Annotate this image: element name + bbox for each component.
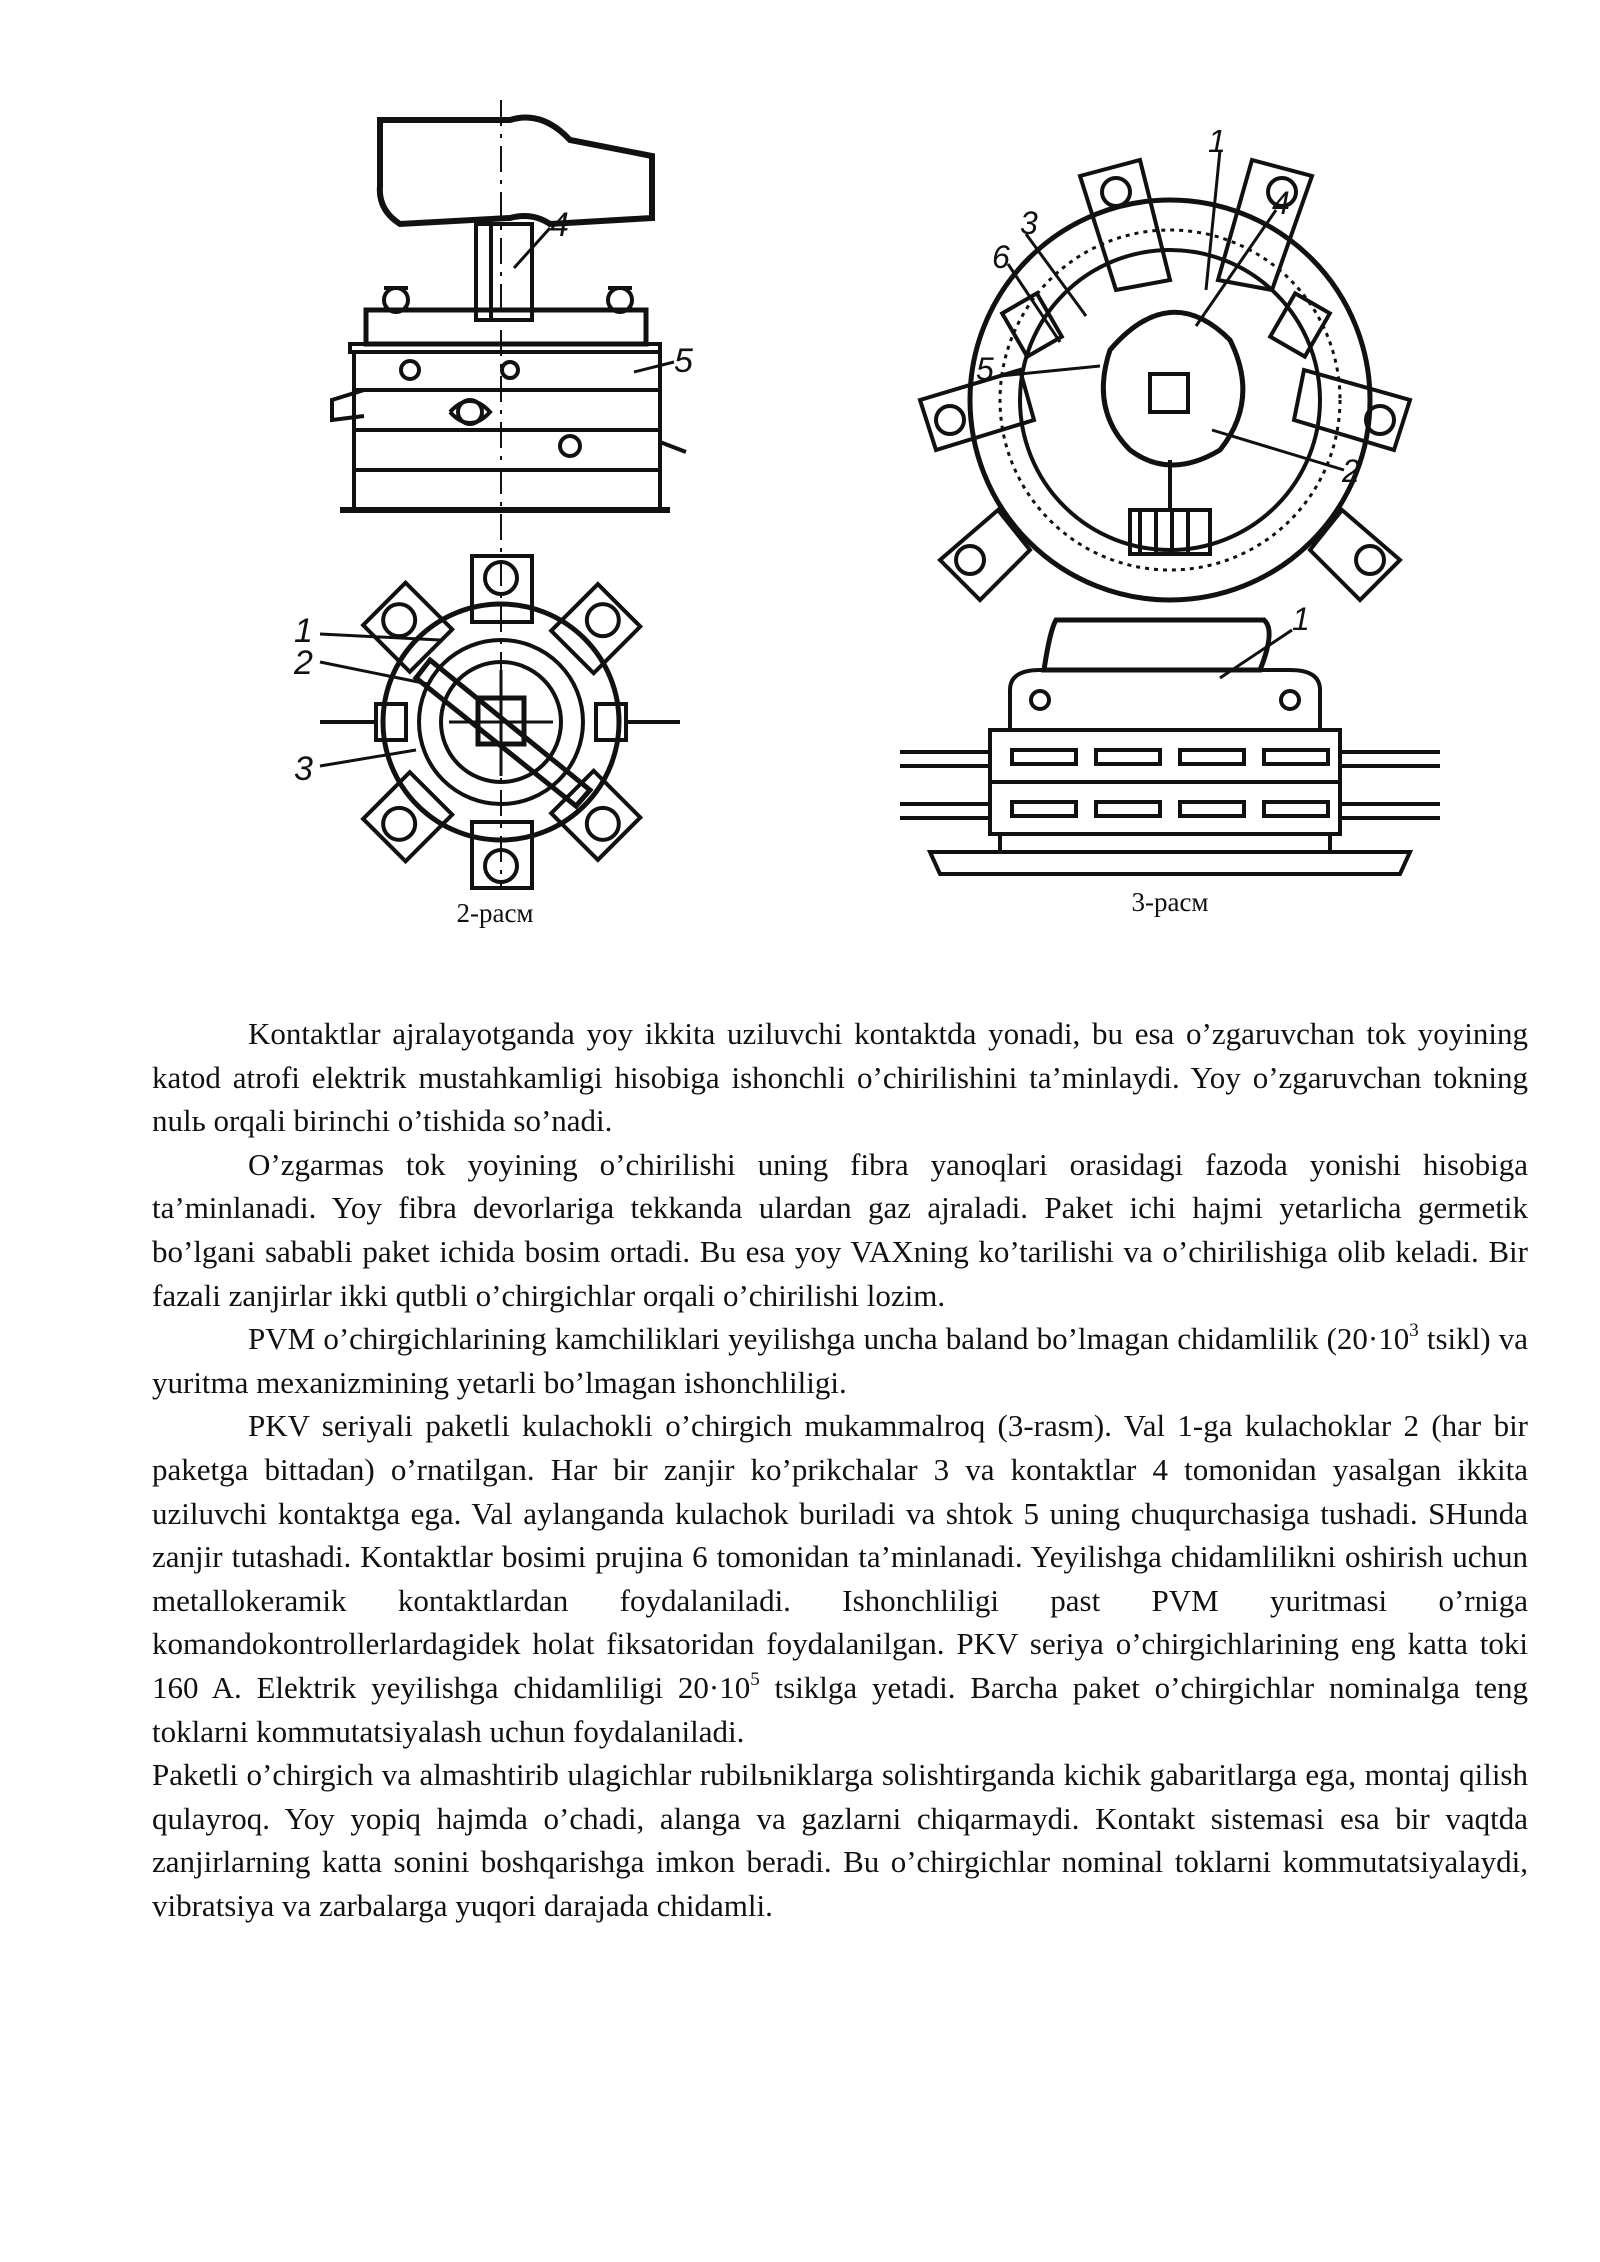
figure-3-label-3: 3 — [1020, 205, 1038, 241]
figure-3-label-6: 6 — [992, 239, 1010, 275]
paragraph-4-tail: tsiklga yetadi. Barcha paket o’chirgichlar nominalga teng toklarni kommutatsiyalash uchun foydalaniladi. — [152, 1669, 1528, 1749]
figure-3-label-1-front: 1 — [1292, 601, 1310, 637]
paragraph-3 — [152, 1317, 1528, 1404]
figure-2-label-3: 3 — [294, 750, 313, 788]
figure-2-label-4: 4 — [550, 206, 569, 244]
figure-2-drawing — [280, 100, 700, 900]
paragraph-3-tail: tsikl) va yuritma mexanizmining yetarli bo’lmagan ishonchliligi. — [152, 1321, 1528, 1400]
figure-2 — [280, 100, 700, 900]
paragraph-4-text: PKV seriyali paketli kulachokli o’chirgich mukammalroq (3-rasm). Val 1-ga kulachoklar 2 (har bir paketga bittadan) o’rnatilgan. Har bir zanjir ko’prikchalar 3 va kontaktlar 4 tomonidan yasalgan ikkita uziluvchi kontaktga ega. Val aylanganda kulachok buriladi va shtok 5 uning chuqurchasiga tushadi. SHunda zanjir tutashadi. Kontaktlar bosimi prujina 6 tomonidan ta’minlanadi. Yeyilishga chidamlilikni oshirish uchun metallokeramik kontaktlardan foydalaniladi. Ishonchliligi past PVM yuritmasi o’rniga komandokontrollerlardagidek holat fiksatoridan foydalanilgan. PKV seriya o’chirgichlarining eng katta toki 160 A. Elektrik yeyilishga chidamliligi 20·10 — [152, 1408, 1528, 1705]
paragraph-4 — [152, 1404, 1528, 1753]
figure-2-label-1: 1 — [294, 612, 313, 650]
body-text — [152, 1012, 1528, 1927]
paragraph-1: Kontaktlar ajralayotganda yoy ikkita uziluvchi kontaktda yonadi, bu esa o’zgaruvchan tok yoyining katod atrofi elektrik mustahkamligi hisobiga ishonchli o’chirilishini ta’minlaydi. Yoy o’zgaruvchan tokning nulь orqali birinchi o’tishida so’nadi. — [152, 1016, 1528, 1139]
paragraph-5: Paketli o’chirgich va almashtirib ulagichlar rubilьniklarga solishtirganda kichik gabaritlarga ega, montaj qilish qulayroq. Yoy yopiq hajmda o’chadi, alanga va gazlarni chiqarmaydi. Kontakt sistemasi esa bir vaqtda zanjirlarning katta sonini boshqarishga imkon beradi. Bu o’chirgichlar nominal toklarni kommutatsiyalaydi, vibratsiya va zarbalarga yuqori darajada chidamli. — [152, 1757, 1528, 1923]
figure-3 — [880, 130, 1460, 910]
figure-3-label-2: 2 — [1342, 453, 1360, 489]
paragraph-3-text: PVM o’chirgichlarining kamchiliklari yeyilishga uncha baland bo’lmagan chidamlilik (20·10 — [248, 1321, 1410, 1357]
paragraph-3-exponent: 3 — [1409, 1320, 1419, 1342]
figure-2-caption: 2-расм — [456, 898, 534, 928]
paragraph-4-exponent: 5 — [750, 1668, 760, 1690]
figure-3-label-4: 4 — [1272, 185, 1290, 221]
paragraph-2: O’zgarmas tok yoyining o’chirilishi uning fibra yanoqlari orasidagi fazoda yonishi hisobiga ta’minlanadi. Yoy fibra devorlariga tekkanda ulardan gaz ajraladi. Paket ichi hajmi yetarlicha germetik bo’lgani sababli paket ichida bosim ortadi. Bu esa yoy VAXning ko’tarilishi va o’chirilishiga olib keladi. Bir fazali zanjirlar ikki qutbli o’chirgichlar orqali o’chirilishi lozim. — [152, 1146, 1528, 1313]
figure-3-label-5: 5 — [976, 351, 994, 387]
figure-3-label-1: 1 — [1208, 130, 1226, 159]
figure-2-label-5: 5 — [674, 342, 693, 380]
figure-2-label-2: 2 — [294, 644, 313, 682]
figure-3-caption: 3-расм — [1131, 887, 1209, 917]
figure-3-drawing — [880, 130, 1460, 910]
